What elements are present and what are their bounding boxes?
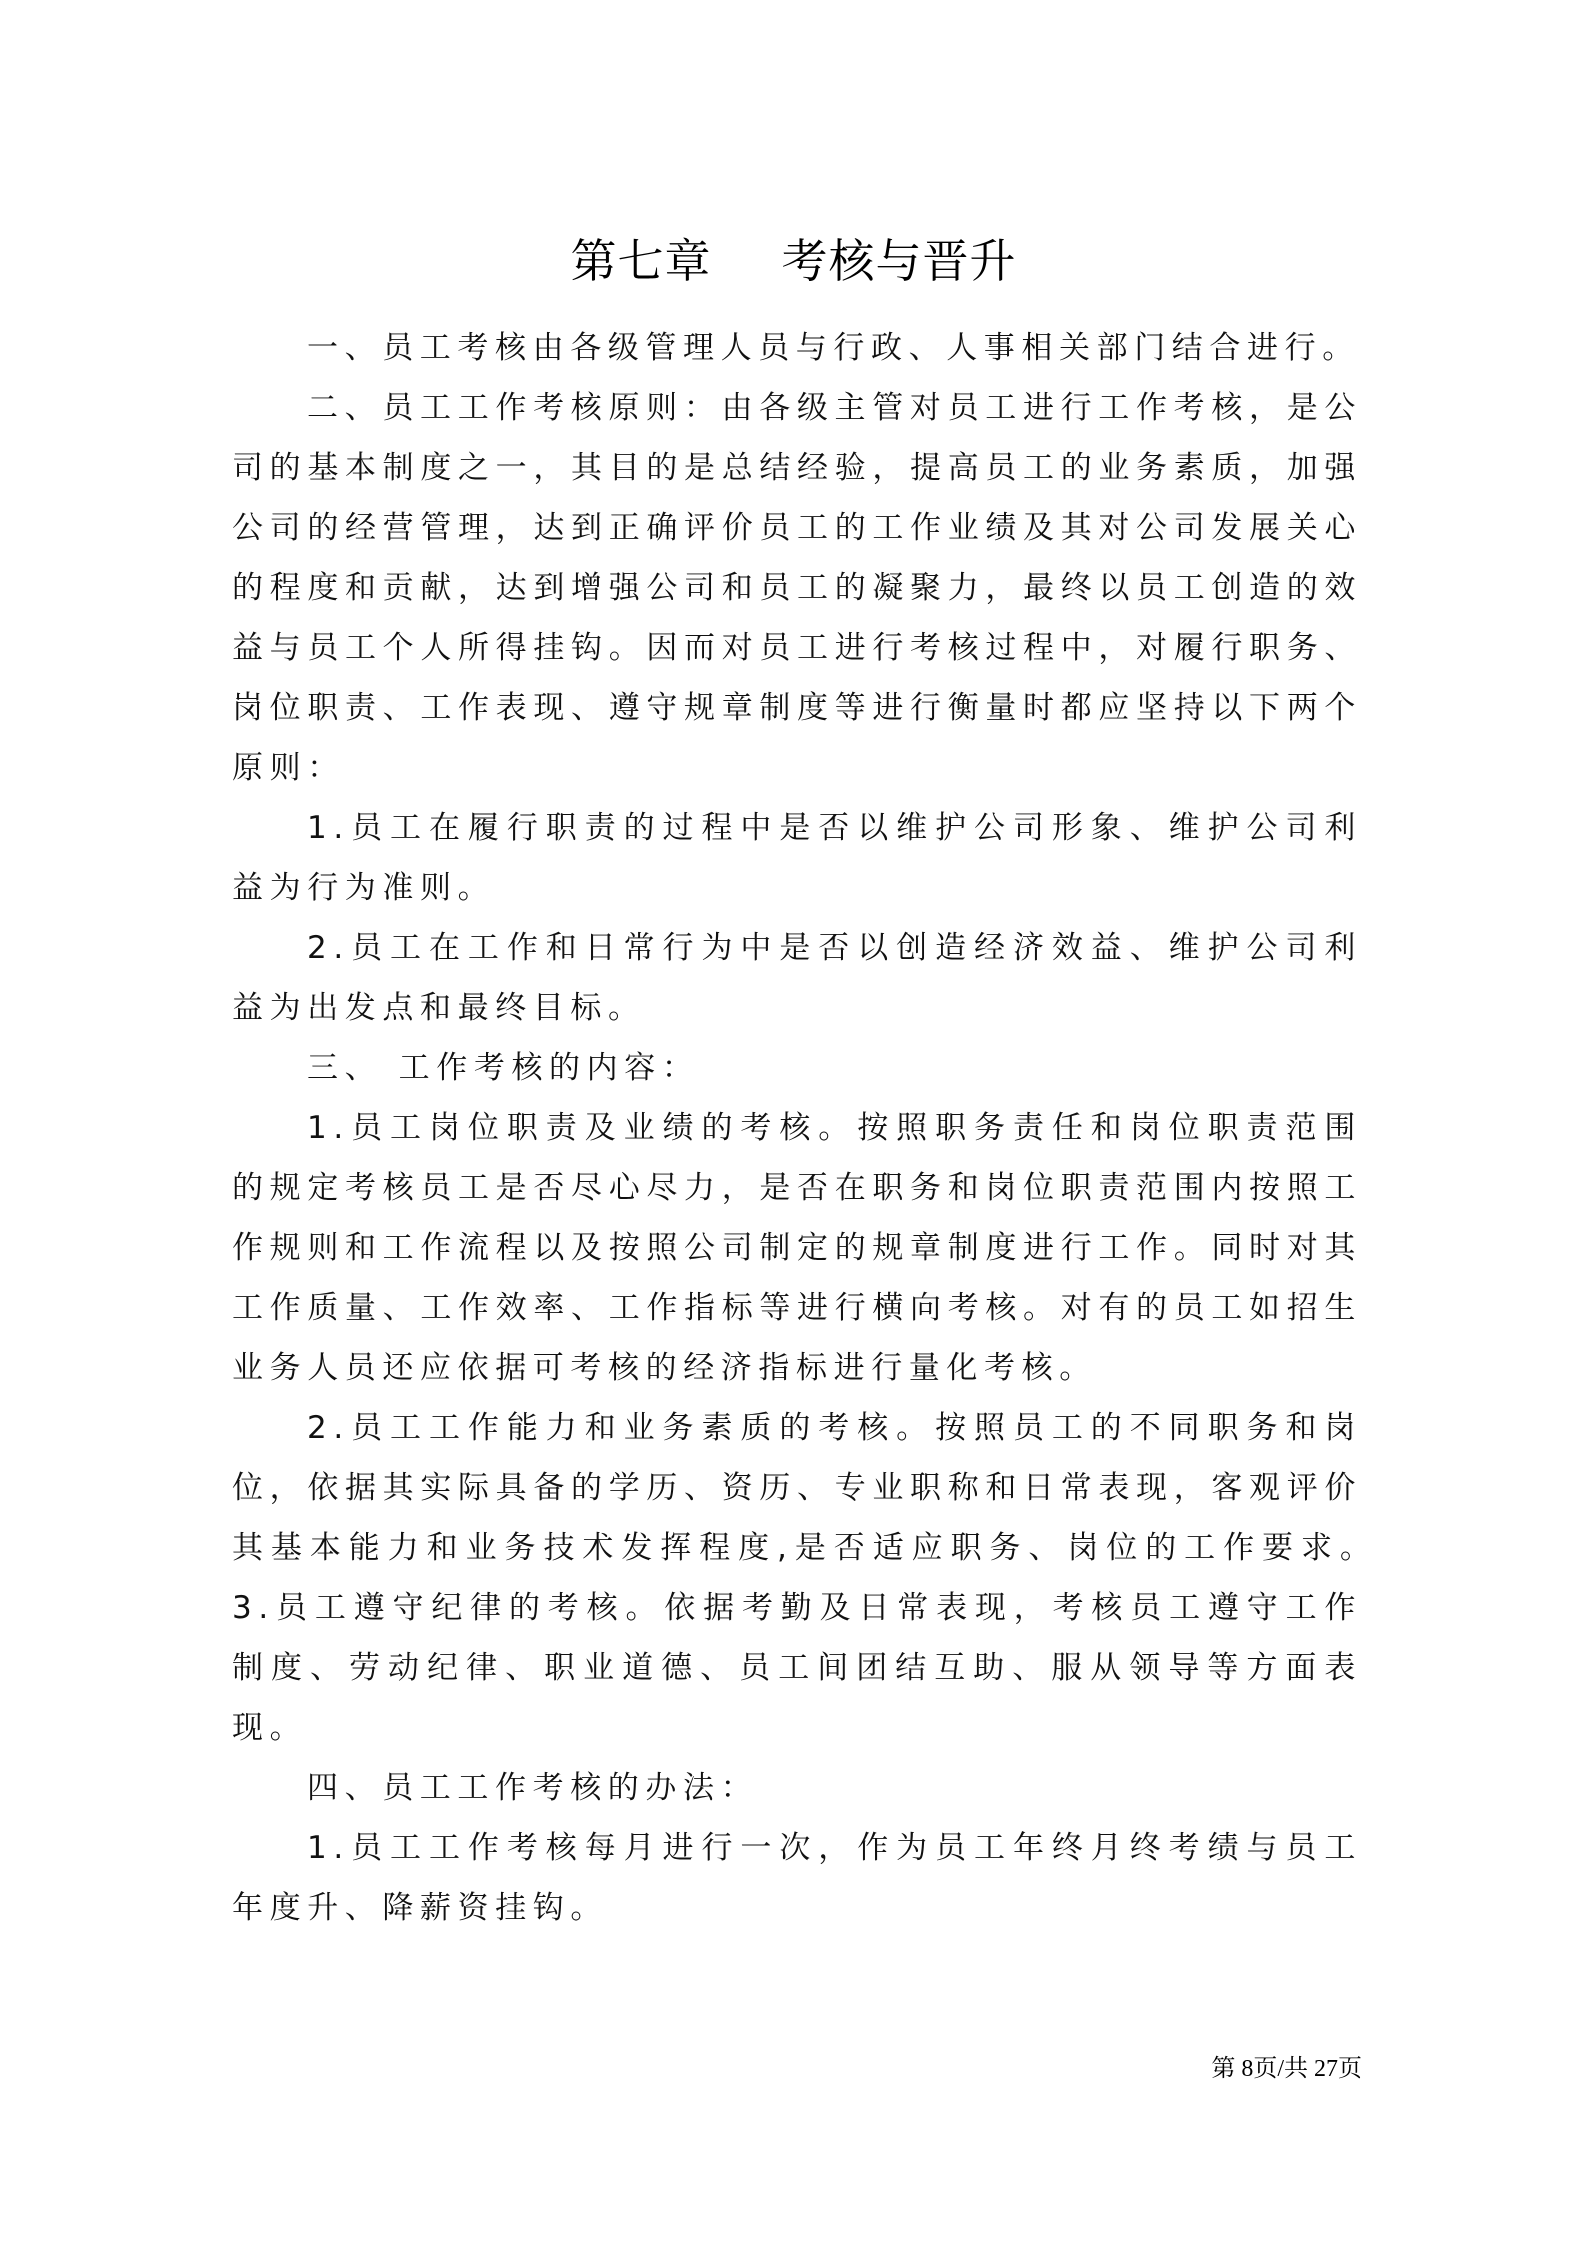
paragraph-6: 1.员工岗位职责及业绩的考核。按照职务责任和岗位职责范围的规定考核员工是否尽心尽力，是否在职务和岗位职责范围内按照工作规则和工作流程以及按照公司制定的规章制度进行工作。同时对其工作质量、工作效率、工作指标等进行横向考核。对有的员工如招生业务人员还应依据可考核的经济指标进行量化考核。 bbox=[232, 1110, 1362, 1386]
paragraph-1: 一、员工考核由各级管理人员与行政、人事相关部门结合进行。 bbox=[307, 330, 1360, 366]
paragraph-9: 1.员工工作考核每月进行一次，作为员工年终月终考绩与员工年度升、降薪资挂钩。 bbox=[232, 1830, 1362, 1926]
paragraph-2: 二、员工工作考核原则：由各级主管对员工进行工作考核，是公司的基本制度之一，其目的是总结经验，提高员工的业务素质，加强公司的经营管理，达到正确评价员工的工作业绩及其对公司发展关心的程度和贡献，达到增强公司和员工的凝聚力，最终以员工创造的效益与员工个人所得挂钩。因而对员工进行考核过程中，对履行职务、岗位职责、工作表现、遵守规章制度等进行衡量时都应坚持以下两个原则： bbox=[232, 390, 1362, 786]
paragraph-5: 三、 工作考核的内容： bbox=[307, 1050, 700, 1086]
chapter-title bbox=[0, 231, 1587, 291]
paragraph-3: 1.员工在履行职责的过程中是否以维护公司形象、维护公司利益为行为准则。 bbox=[232, 810, 1362, 906]
paragraph-8: 四、员工工作考核的办法： bbox=[307, 1770, 759, 1806]
paragraph-4: 2.员工在工作和日常行为中是否以创造经济效益、维护公司利益为出发点和最终目标。 bbox=[232, 930, 1362, 1026]
document-body bbox=[232, 318, 1438, 1938]
page-number-footer: 第 8页/共 27页 bbox=[1211, 2056, 1362, 2082]
chapter-number: 第七章 bbox=[570, 233, 712, 288]
chapter-name: 考核与晋升 bbox=[781, 233, 1017, 288]
paragraph-7: 2.员工工作能力和业务素质的考核。按照员工的不同职务和岗位，依据其实际具备的学历、资历、专业职称和日常表现，客观评价其基本能力和业务技术发挥程度,是否适应职务、岗位的工作要求。 3.员工遵守纪律的考核。依据考勤及日常表现，考核员工遵守工作制度、劳动纪律、职业道德、员工间团结互助、服从领导等方面表现。 bbox=[232, 1410, 1438, 1746]
